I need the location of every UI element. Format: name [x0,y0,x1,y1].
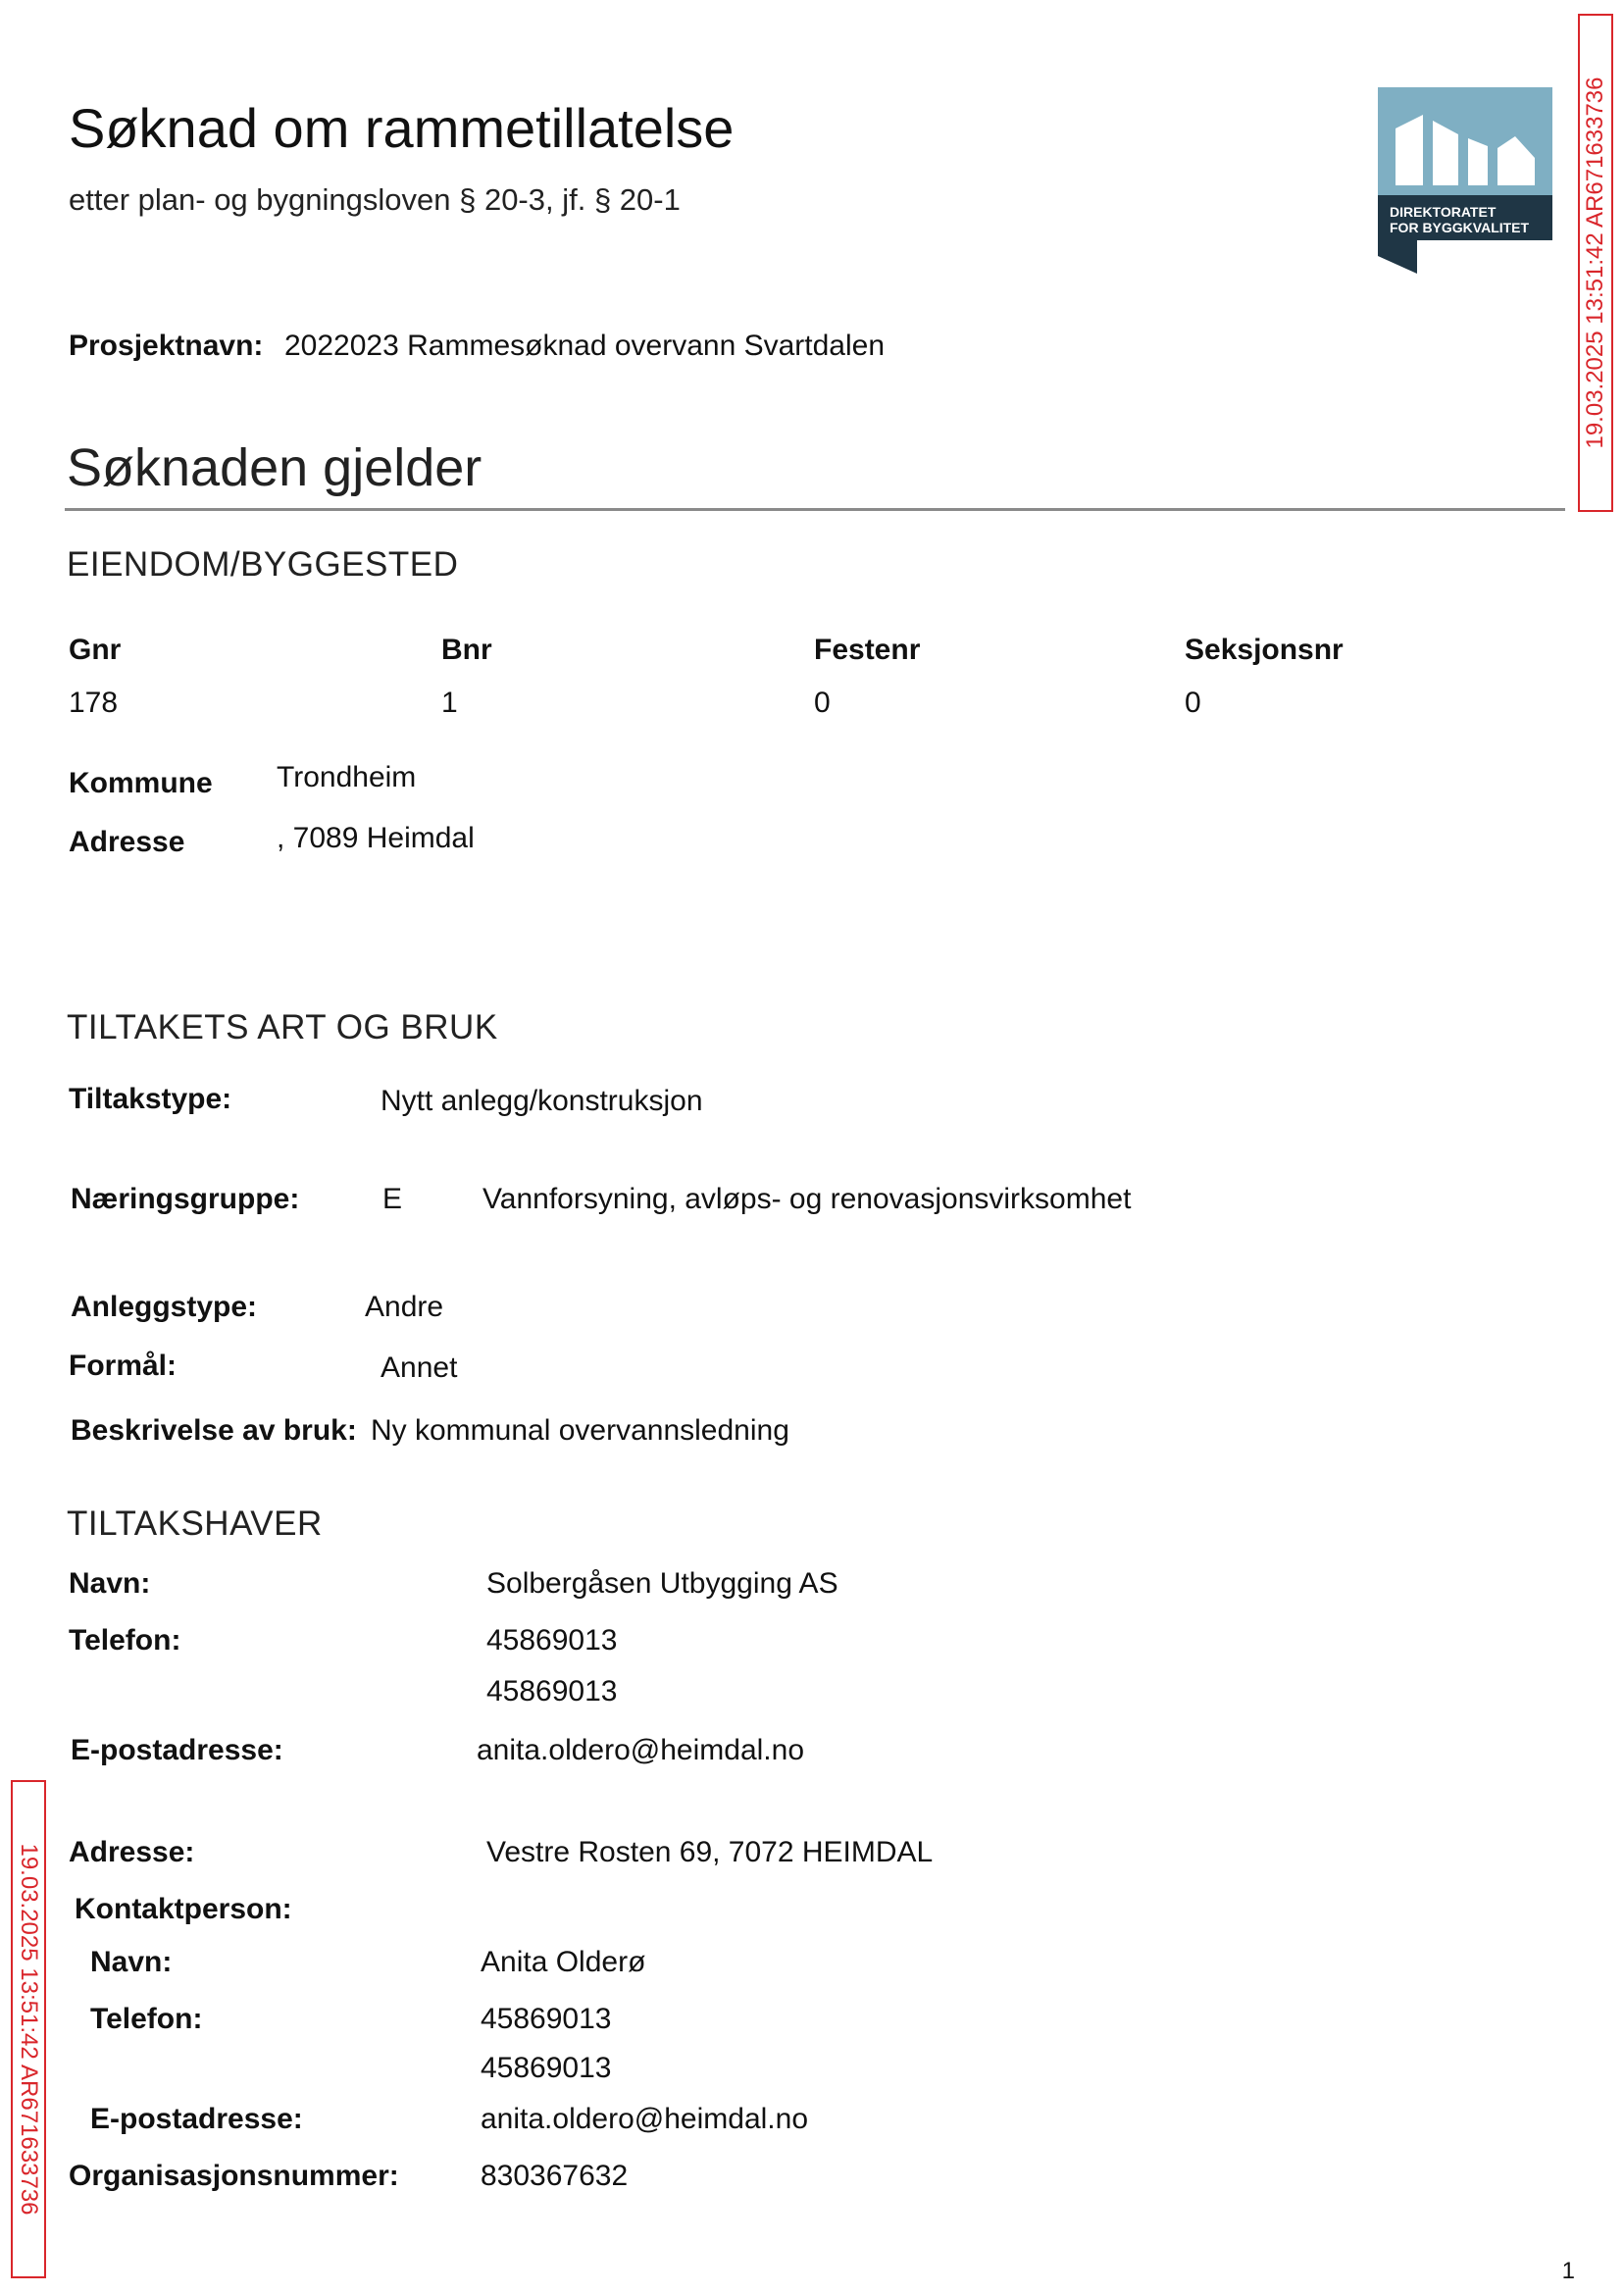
anleggstype-value: Andre [365,1291,444,1323]
formal-label: Formål: [69,1350,178,1382]
anleggstype-label: Anleggstype: [71,1291,258,1323]
logo-line-2: FOR BYGGKVALITET [1390,220,1530,235]
dibk-logo-graphic [1378,87,1552,274]
adresse-value: , 7089 Heimdal [277,822,475,854]
bnr-value: 1 [441,687,458,719]
gnr-value: 178 [69,687,119,719]
adresse-tiltakshaver-label: Adresse: [69,1836,195,1868]
stamp-text: 19.03.2025 13:51:42 AR671633736 [1582,76,1608,449]
naeringsgruppe-code: E [382,1183,403,1215]
telefon-value-2: 45869013 [486,1675,618,1708]
formal-value: Annet [381,1351,458,1384]
project-label: Prosjektnavn: [69,330,264,362]
kontakt-telefon-value-2: 45869013 [481,2052,612,2084]
bnr-label: Bnr [441,634,492,666]
kontaktperson-label: Kontaktperson: [75,1893,292,1925]
seksjonsnr-label: Seksjonsnr [1185,634,1344,666]
adresse-label: Adresse [69,826,185,858]
dibk-logo [1378,87,1552,274]
festenr-label: Festenr [814,634,921,666]
telefon-value-1: 45869013 [486,1624,618,1657]
navn-value: Solbergåsen Utbygging AS [486,1567,838,1600]
gnr-label: Gnr [69,634,122,666]
kommune-value: Trondheim [277,761,417,793]
timestamp-stamp-right [1578,14,1613,512]
heading-divider [65,508,1565,511]
section-heading-tiltak: TILTAKETS ART OG BRUK [67,1008,498,1046]
kontakt-telefon-value-1: 45869013 [481,2003,612,2035]
project-value: 2022023 Rammesøknad overvann Svartdalen [284,330,886,362]
organisasjonsnummer-label: Organisasjonsnummer: [69,2160,399,2192]
epost-label: E-postadresse: [71,1734,283,1766]
festenr-value: 0 [814,687,831,719]
section-heading-tiltakshaver: TILTAKSHAVER [67,1504,323,1543]
beskrivelse-value: Ny kommunal overvannsledning [371,1414,789,1447]
seksjonsnr-value: 0 [1185,687,1201,719]
organisasjonsnummer-value: 830367632 [481,2160,629,2192]
kontakt-telefon-label: Telefon: [90,2003,203,2035]
section-heading-applies: Søknaden gjelder [67,438,482,497]
logo-line-1: DIREKTORATET [1390,204,1497,220]
document-subtitle: etter plan- og bygningsloven § 20-3, jf. § 20-1 [69,182,681,217]
stamp-text: 19.03.2025 13:51:42 AR671633736 [16,1843,42,2216]
navn-label: Navn: [69,1567,151,1600]
kommune-label: Kommune [69,767,213,799]
adresse-tiltakshaver-value: Vestre Rosten 69, 7072 HEIMDAL [486,1836,934,1868]
section-heading-property: EIENDOM/BYGGESTED [67,545,459,584]
kontakt-navn-value: Anita Olderø [481,1946,646,1978]
epost-value: anita.oldero@heimdal.no [477,1734,804,1766]
telefon-label: Telefon: [69,1624,181,1657]
page-number: 1 [1561,2258,1575,2284]
naeringsgruppe-value: Vannforsyning, avløps- og renovasjonsvirksomhet [482,1183,1132,1215]
kontakt-epost-label: E-postadresse: [90,2103,303,2135]
beskrivelse-label: Beskrivelse av bruk: [71,1414,357,1447]
kontakt-navn-label: Navn: [90,1946,173,1978]
naeringsgruppe-label: Næringsgruppe: [71,1183,300,1215]
kontakt-epost-value: anita.oldero@heimdal.no [481,2103,808,2135]
document-title: Søknad om rammetillatelse [69,97,735,159]
tiltakstype-value: Nytt anlegg/konstruksjon [381,1085,703,1117]
tiltakstype-label: Tiltakstype: [69,1083,232,1115]
timestamp-stamp-left [11,1780,46,2278]
